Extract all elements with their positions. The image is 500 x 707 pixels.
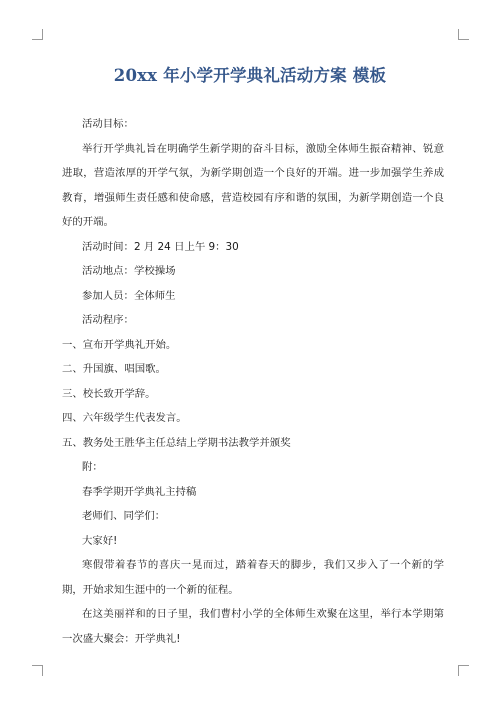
crop-mark-bottom-right — [458, 665, 469, 676]
program-item-2: 二、升国旗、唱国歌。 — [62, 363, 166, 375]
paragraph-gathering: 在这美丽祥和的日子里，我们曹村小学的全体师生欢聚在这里，举行本学期第一次盛大聚会：开学典礼! — [62, 608, 444, 645]
program-item-5: 五、教务处王胜华主任总结上学期书法教学并颁奖 — [62, 436, 291, 449]
paragraph-location: 活动地点：学校操场 — [82, 265, 176, 277]
paragraph-winter-break: 寒假带着春节的喜庆一晃而过，踏着春天的脚步，我们又步入了一个新的学期，开始求知生涯中的一个新的征程。 — [62, 559, 444, 596]
paragraph-time: 活动时间：2 月 24 日上午 9：30 — [82, 240, 239, 253]
document-title: 20xx 年小学开学典礼活动方案 模板 — [113, 66, 387, 85]
program-item-3: 三、校长致开学辞。 — [62, 387, 156, 400]
paragraph-greeting: 老师们、同学们： — [82, 510, 166, 522]
paragraph-goal-heading: 活动目标： — [82, 118, 134, 130]
document-body — [62, 112, 444, 651]
paragraph-program-heading: 活动程序： — [82, 314, 134, 326]
paragraph-goal-text: 举行开学典礼旨在明确学生新学期的奋斗目标，激励全体师生振奋精神、锐意进取，营造浓厚的开学气氛，为新学期创造一个良好的开端。进一步加强学生养成教育，增强师生责任感和使命感，营造校园有序和谐的氛围，为新学期创造一个良好的开端。 — [62, 142, 444, 228]
crop-mark-top-left — [32, 29, 43, 40]
paragraph-appendix: 附： — [82, 461, 103, 473]
paragraph-script-title: 春季学期开学典礼主持稿 — [82, 485, 197, 498]
crop-mark-bottom-left — [32, 665, 43, 676]
paragraph-participants: 参加人员：全体师生 — [82, 289, 176, 302]
program-item-4: 四、六年级学生代表发言。 — [62, 412, 187, 424]
paragraph-hello: 大家好! — [82, 534, 118, 547]
program-item-1: 一、宣布开学典礼开始。 — [62, 338, 177, 351]
crop-mark-top-right — [458, 29, 469, 40]
